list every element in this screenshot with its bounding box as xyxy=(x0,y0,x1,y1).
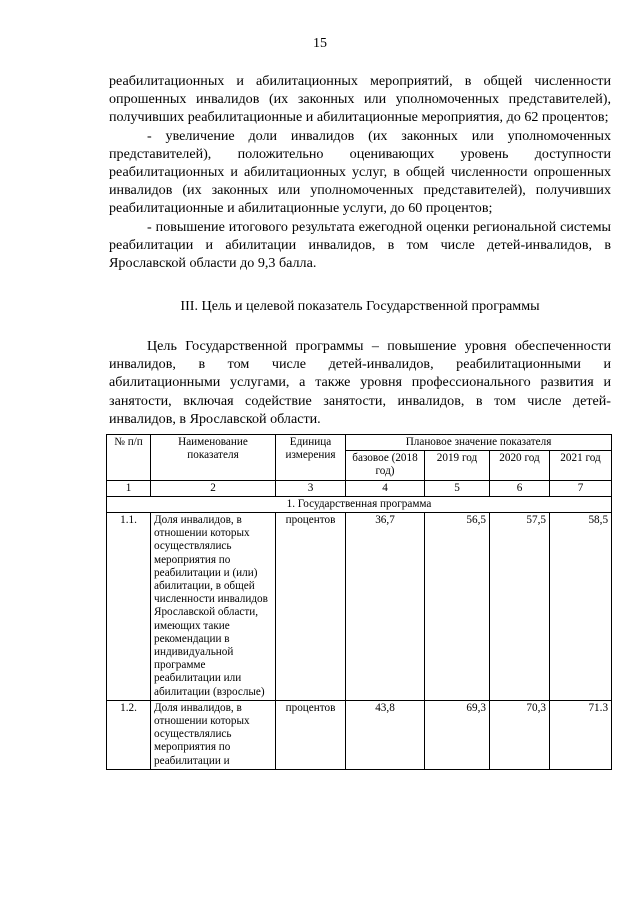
row-2020: 57,5 xyxy=(490,513,550,701)
row-num: 1.2. xyxy=(107,700,151,769)
page-number: 15 xyxy=(313,36,327,51)
row-2019: 56,5 xyxy=(425,513,490,701)
row-2019: 69,3 xyxy=(425,700,490,769)
header-base: базовое (2018 год) xyxy=(346,451,425,480)
section-row-label: 1. Государственная программа xyxy=(107,496,612,512)
row-unit: процентов xyxy=(276,700,346,769)
header-2020: 2020 год xyxy=(490,451,550,480)
column-number: 4 xyxy=(346,480,425,496)
row-2021: 71.3 xyxy=(550,700,612,769)
intro-text-block xyxy=(109,72,611,272)
column-number: 2 xyxy=(151,480,276,496)
header-unit: Единица измерения xyxy=(276,435,346,481)
goal-paragraph: Цель Государственной программы – повышение уровня обеспеченности инвалидов, в том числе детей-инвалидов, реабилитационными и абилитационными услугами, а также уровня профессионального развития и занятости, включая содействие занятости, инвалидов, в том числе детей-инвалидов, в Ярославской области. xyxy=(109,338,611,427)
row-2021: 58,5 xyxy=(550,513,612,701)
row-num: 1.1. xyxy=(107,513,151,701)
section-heading: III. Цель и целевой показатель Государственной программы xyxy=(180,298,540,314)
paragraph-3: - повышение итогового результата ежегодной оценки региональной системы реабилитации и абилитации инвалидов, в том числе детей-инвалидов, в Ярославской области до 9,3 балла. xyxy=(109,218,611,272)
row-unit: процентов xyxy=(276,513,346,701)
header-plan: Плановое значение показателя xyxy=(346,435,612,451)
row-name: Доля инвалидов, в отношении которых осуществлялись мероприятия по реабилитации и (или) абилитации, в общей численности инвалидов Ярославской области, имеющих такие рекомендации в индивидуальной программе реабилитации или абилитации (взрослые) xyxy=(151,513,276,701)
section-row xyxy=(107,496,612,512)
paragraph-1: реабилитационных и абилитационных мероприятий, в общей численности опрошенных инвалидов (их законных или уполномоченных представителей), получивших реабилитационные и абилитационные мероприятия, до 62 процентов; xyxy=(109,73,611,126)
indicators-table xyxy=(106,434,612,770)
header-2021: 2021 год xyxy=(550,451,612,480)
column-number: 3 xyxy=(276,480,346,496)
header-num: № п/п xyxy=(107,435,151,481)
row-2020: 70,3 xyxy=(490,700,550,769)
goal-text-block xyxy=(109,337,611,428)
table-row xyxy=(107,513,612,701)
column-number: 5 xyxy=(425,480,490,496)
table-row xyxy=(107,700,612,769)
row-name: Доля инвалидов, в отношении которых осуществлялись мероприятия по реабилитации и xyxy=(151,700,276,769)
header-2019: 2019 год xyxy=(425,451,490,480)
header-name: Наименование показателя xyxy=(151,435,276,481)
column-number: 6 xyxy=(490,480,550,496)
column-number: 7 xyxy=(550,480,612,496)
row-base: 43,8 xyxy=(346,700,425,769)
column-number: 1 xyxy=(107,480,151,496)
paragraph-2: - увеличение доли инвалидов (их законных или уполномоченных представителей), положительно оценивающих уровень доступности реабилитационных и абилитационных услуг, в общей численности опрошенных инвалидов (их законных или уполномоченных представителей), получивших реабилитационные и абилитационные услуги, до 60 процентов; xyxy=(109,127,611,217)
table-header-row xyxy=(107,435,612,451)
row-base: 36,7 xyxy=(346,513,425,701)
column-number-row xyxy=(107,480,612,496)
